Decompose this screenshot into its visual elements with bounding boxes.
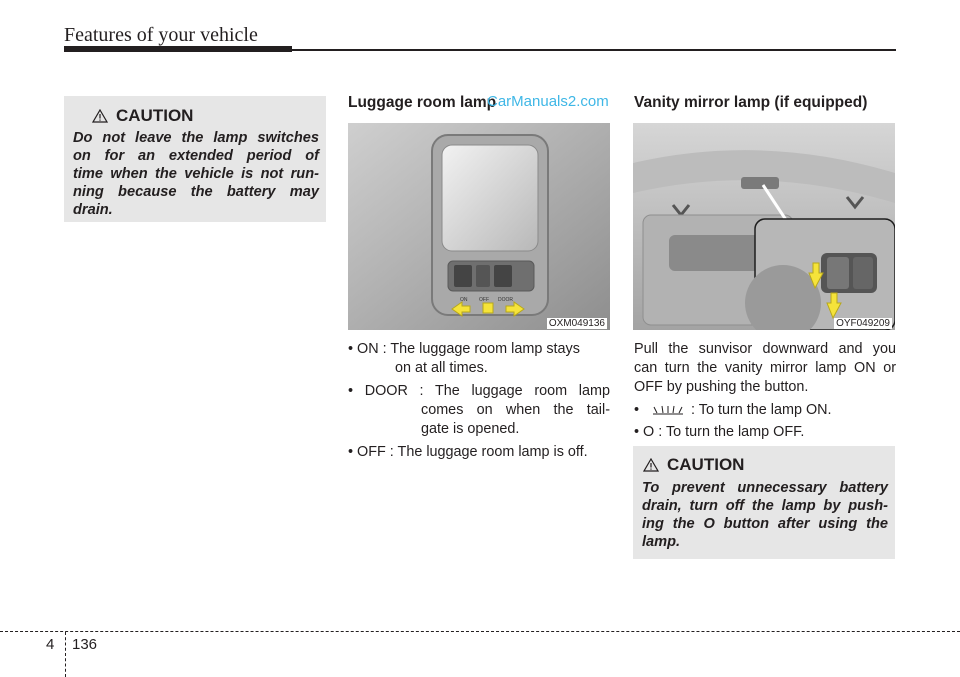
list-item: • ON : The luggage room lamp stays on at all times. — [348, 341, 580, 376]
caution-line: time when the vehicle is not run- — [73, 166, 319, 182]
caution-line: drain. — [73, 202, 113, 218]
switch-label-off: OFF — [479, 297, 489, 303]
vanity-lamp-illustration — [633, 123, 895, 330]
section-title-luggage-lamp: Luggage room lamp — [348, 94, 497, 111]
footer-dashed-divider — [65, 632, 66, 677]
list-item: • O : To turn the lamp OFF. — [634, 424, 805, 440]
list-item: • OFF : The luggage room lamp is off. — [348, 444, 588, 460]
vanity-description: Pull the sunvisor downward and you can turn the vanity mirror lamp ON or OFF by pushing the button. • : To turn the lamp ON. • O : To turn the lamp OFF. — [634, 341, 896, 440]
page-header-title: Features of your vehicle — [64, 24, 258, 46]
caution-heading-right: CAUTION — [643, 455, 744, 475]
warning-triangle-icon — [92, 109, 108, 123]
list-item: • : To turn the lamp ON. — [634, 402, 832, 418]
caution-line: drain, turn off the lamp by push- — [642, 498, 888, 514]
caution-line: To prevent unnecessary battery — [642, 480, 888, 496]
caution-box-left — [64, 96, 326, 222]
page-number: 136 — [72, 636, 98, 653]
list-item: • DOOR : The luggage room lamp comes on when the tail- gate is opened. — [348, 383, 610, 437]
caution-text-left — [73, 129, 319, 219]
caution-text-right — [642, 479, 888, 551]
figure-code: OYF049209 — [836, 318, 890, 329]
caution-heading-left: CAUTION — [92, 106, 193, 126]
vanity-lamp-figure — [633, 123, 895, 330]
luggage-lamp-figure — [348, 123, 610, 330]
watermark-link[interactable]: CarManuals2.com — [487, 93, 609, 110]
warning-triangle-icon — [643, 458, 659, 472]
switch-label-door: DOOR — [498, 297, 513, 303]
lamp-on-symbol-icon — [649, 404, 687, 418]
caution-line: on for an extended period of — [73, 148, 319, 164]
figure-code: OXM049136 — [548, 318, 605, 329]
caution-line: ing the O button after using the — [642, 516, 888, 532]
luggage-modes-list — [348, 340, 610, 462]
header-tab-bar — [64, 46, 292, 52]
caution-line: lamp. — [642, 534, 681, 550]
caution-box-right — [633, 446, 895, 559]
chapter-number: 4 — [46, 636, 55, 653]
caution-line: Do not leave the lamp switches — [73, 130, 319, 146]
switch-label-on: ON — [460, 297, 468, 303]
luggage-lamp-illustration — [348, 123, 610, 330]
caution-line: ning because the battery may — [73, 184, 319, 200]
footer-dashed-rule — [0, 631, 960, 632]
section-title-vanity-lamp: Vanity mirror lamp (if equipped) — [634, 94, 868, 111]
